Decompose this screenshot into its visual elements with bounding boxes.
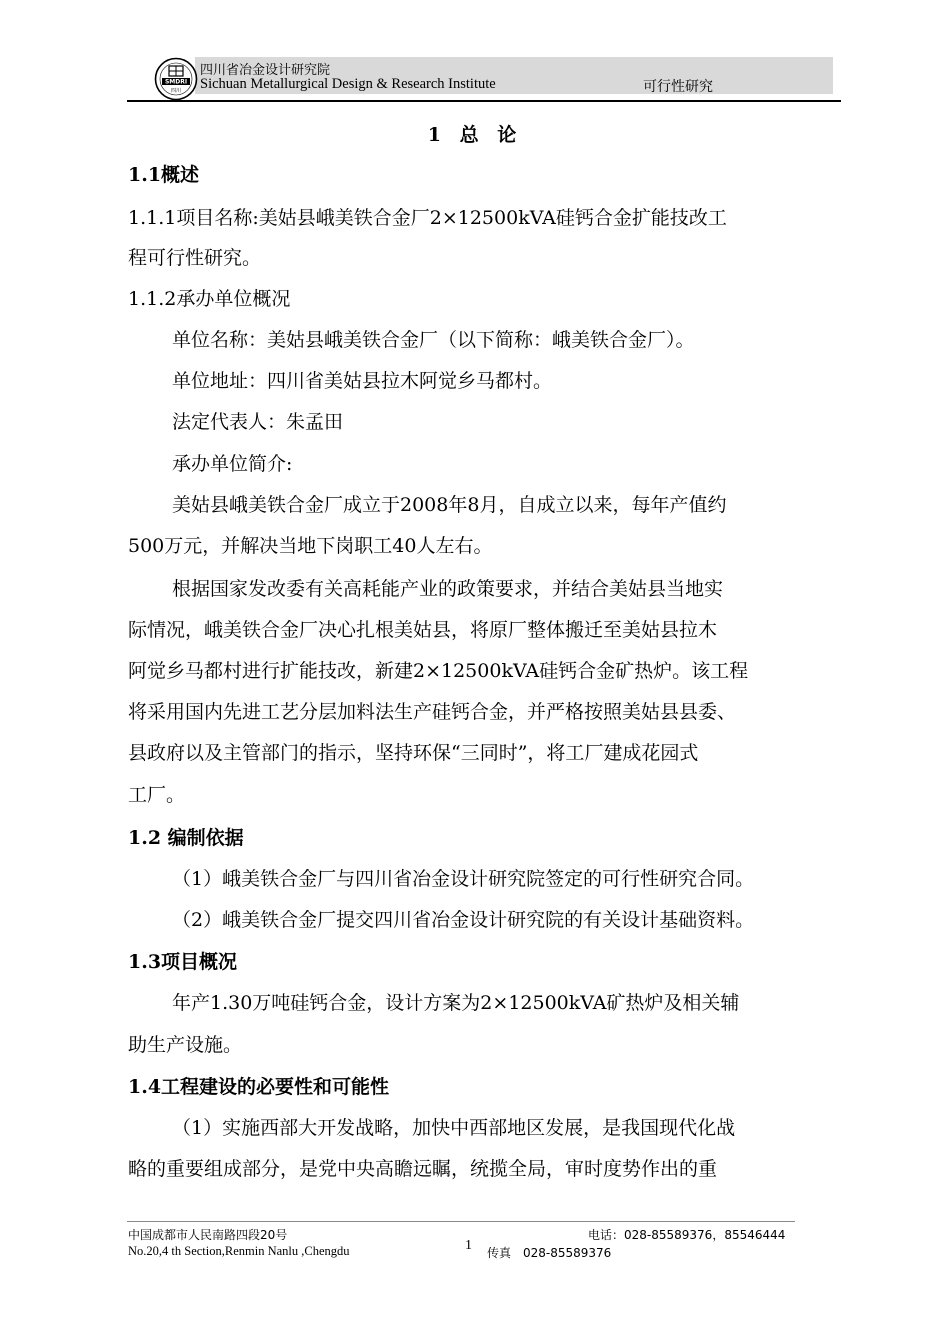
section-1-1-2-heading: 1.1.2承办单位概况 [128, 288, 291, 310]
necessity-line-1: （1）实施西部大开发战略，加快中西部地区发展，是我国现代化战 [172, 1117, 736, 1139]
institute-logo [154, 57, 198, 101]
svg-text:SMDRI: SMDRI [164, 78, 188, 86]
section-1-1-heading: 1.1概述 [128, 164, 200, 186]
intro-para2-line-3: 阿觉乡马都村进行扩能技改，新建2×12500kVA硅钙合金矿热炉。该工程 [128, 660, 749, 682]
svg-text:四川: 四川 [170, 88, 182, 94]
intro-para2-line-2: 际情况，峨美铁合金厂决心扎根美姑县，将原厂整体搬迁至美姑县拉木 [128, 619, 718, 641]
intro-para1-line-2: 500万元，并解决当地下岗职工40人左右。 [128, 535, 493, 557]
intro-para1-line-1: 美姑县峨美铁合金厂成立于2008年8月，自成立以来，每年产值约 [172, 494, 727, 516]
overview-line-2: 助生产设施。 [128, 1034, 243, 1056]
project-name-line-1: 1.1.1项目名称:美姑县峨美铁合金厂2×12500kVA硅钙合金扩能技改工 [128, 207, 727, 229]
project-name-line-2: 程可行性研究。 [128, 247, 262, 269]
legal-representative: 法定代表人：朱孟田 [172, 411, 344, 433]
page-number: 1 [465, 1238, 472, 1253]
overview-line-1: 年产1.30万吨硅钙合金，设计方案为2×12500kVA矿热炉及相关辅 [172, 992, 740, 1014]
section-1-2-heading: 1.2 编制依据 [128, 827, 244, 849]
necessity-line-2: 略的重要组成部分，是党中央高瞻远瞩，统揽全局，审时度势作出的重 [128, 1158, 718, 1180]
footer-fax: 传真 028-85589376 [487, 1246, 612, 1260]
footer-address-en: No.20,4 th Section,Renmin Nanlu ,Chengdu [128, 1244, 350, 1258]
intro-para2-line-6: 工厂。 [128, 784, 186, 806]
section-1-4-heading: 1.4工程建设的必要性和可能性 [128, 1076, 390, 1098]
footer-phone: 电话：028-85589376，85546444 [588, 1228, 786, 1242]
header-org-cn: 四川省冶金设计研究院 [200, 63, 331, 78]
chapter-title: 1 总 论 [427, 124, 523, 146]
unit-name: 单位名称：美姑县峨美铁合金厂（以下简称：峨美铁合金厂）。 [172, 329, 695, 351]
intro-para2-line-4: 将采用国内先进工艺分层加料法生产硅钙合金，并严格按照美姑县县委、 [128, 701, 737, 723]
section-1-3-heading: 1.3项目概况 [128, 951, 238, 973]
intro-para2-line-5: 县政府以及主管部门的指示，坚持环保“三同时”，将工厂建成花园式 [128, 742, 699, 764]
basis-item-2: （2）峨美铁合金厂提交四川省冶金设计研究院的有关设计基础资料。 [172, 909, 755, 931]
intro-label: 承办单位简介: [172, 453, 293, 475]
intro-para2-line-1: 根据国家发改委有关高耗能产业的政策要求，并结合美姑县当地实 [172, 578, 724, 600]
header-org-en: Sichuan Metallurgical Design & Research Institute [200, 76, 496, 92]
unit-address: 单位地址：四川省美姑县拉木阿觉乡马都村。 [172, 370, 553, 392]
footer-address-cn: 中国成都市人民南路四段20号 [128, 1228, 288, 1242]
footer-rule [127, 1221, 795, 1222]
header-rule [127, 100, 841, 102]
header-doc-type: 可行性研究 [643, 79, 713, 95]
basis-item-1: （1）峨美铁合金厂与四川省冶金设计研究院签定的可行性研究合同。 [172, 868, 755, 890]
